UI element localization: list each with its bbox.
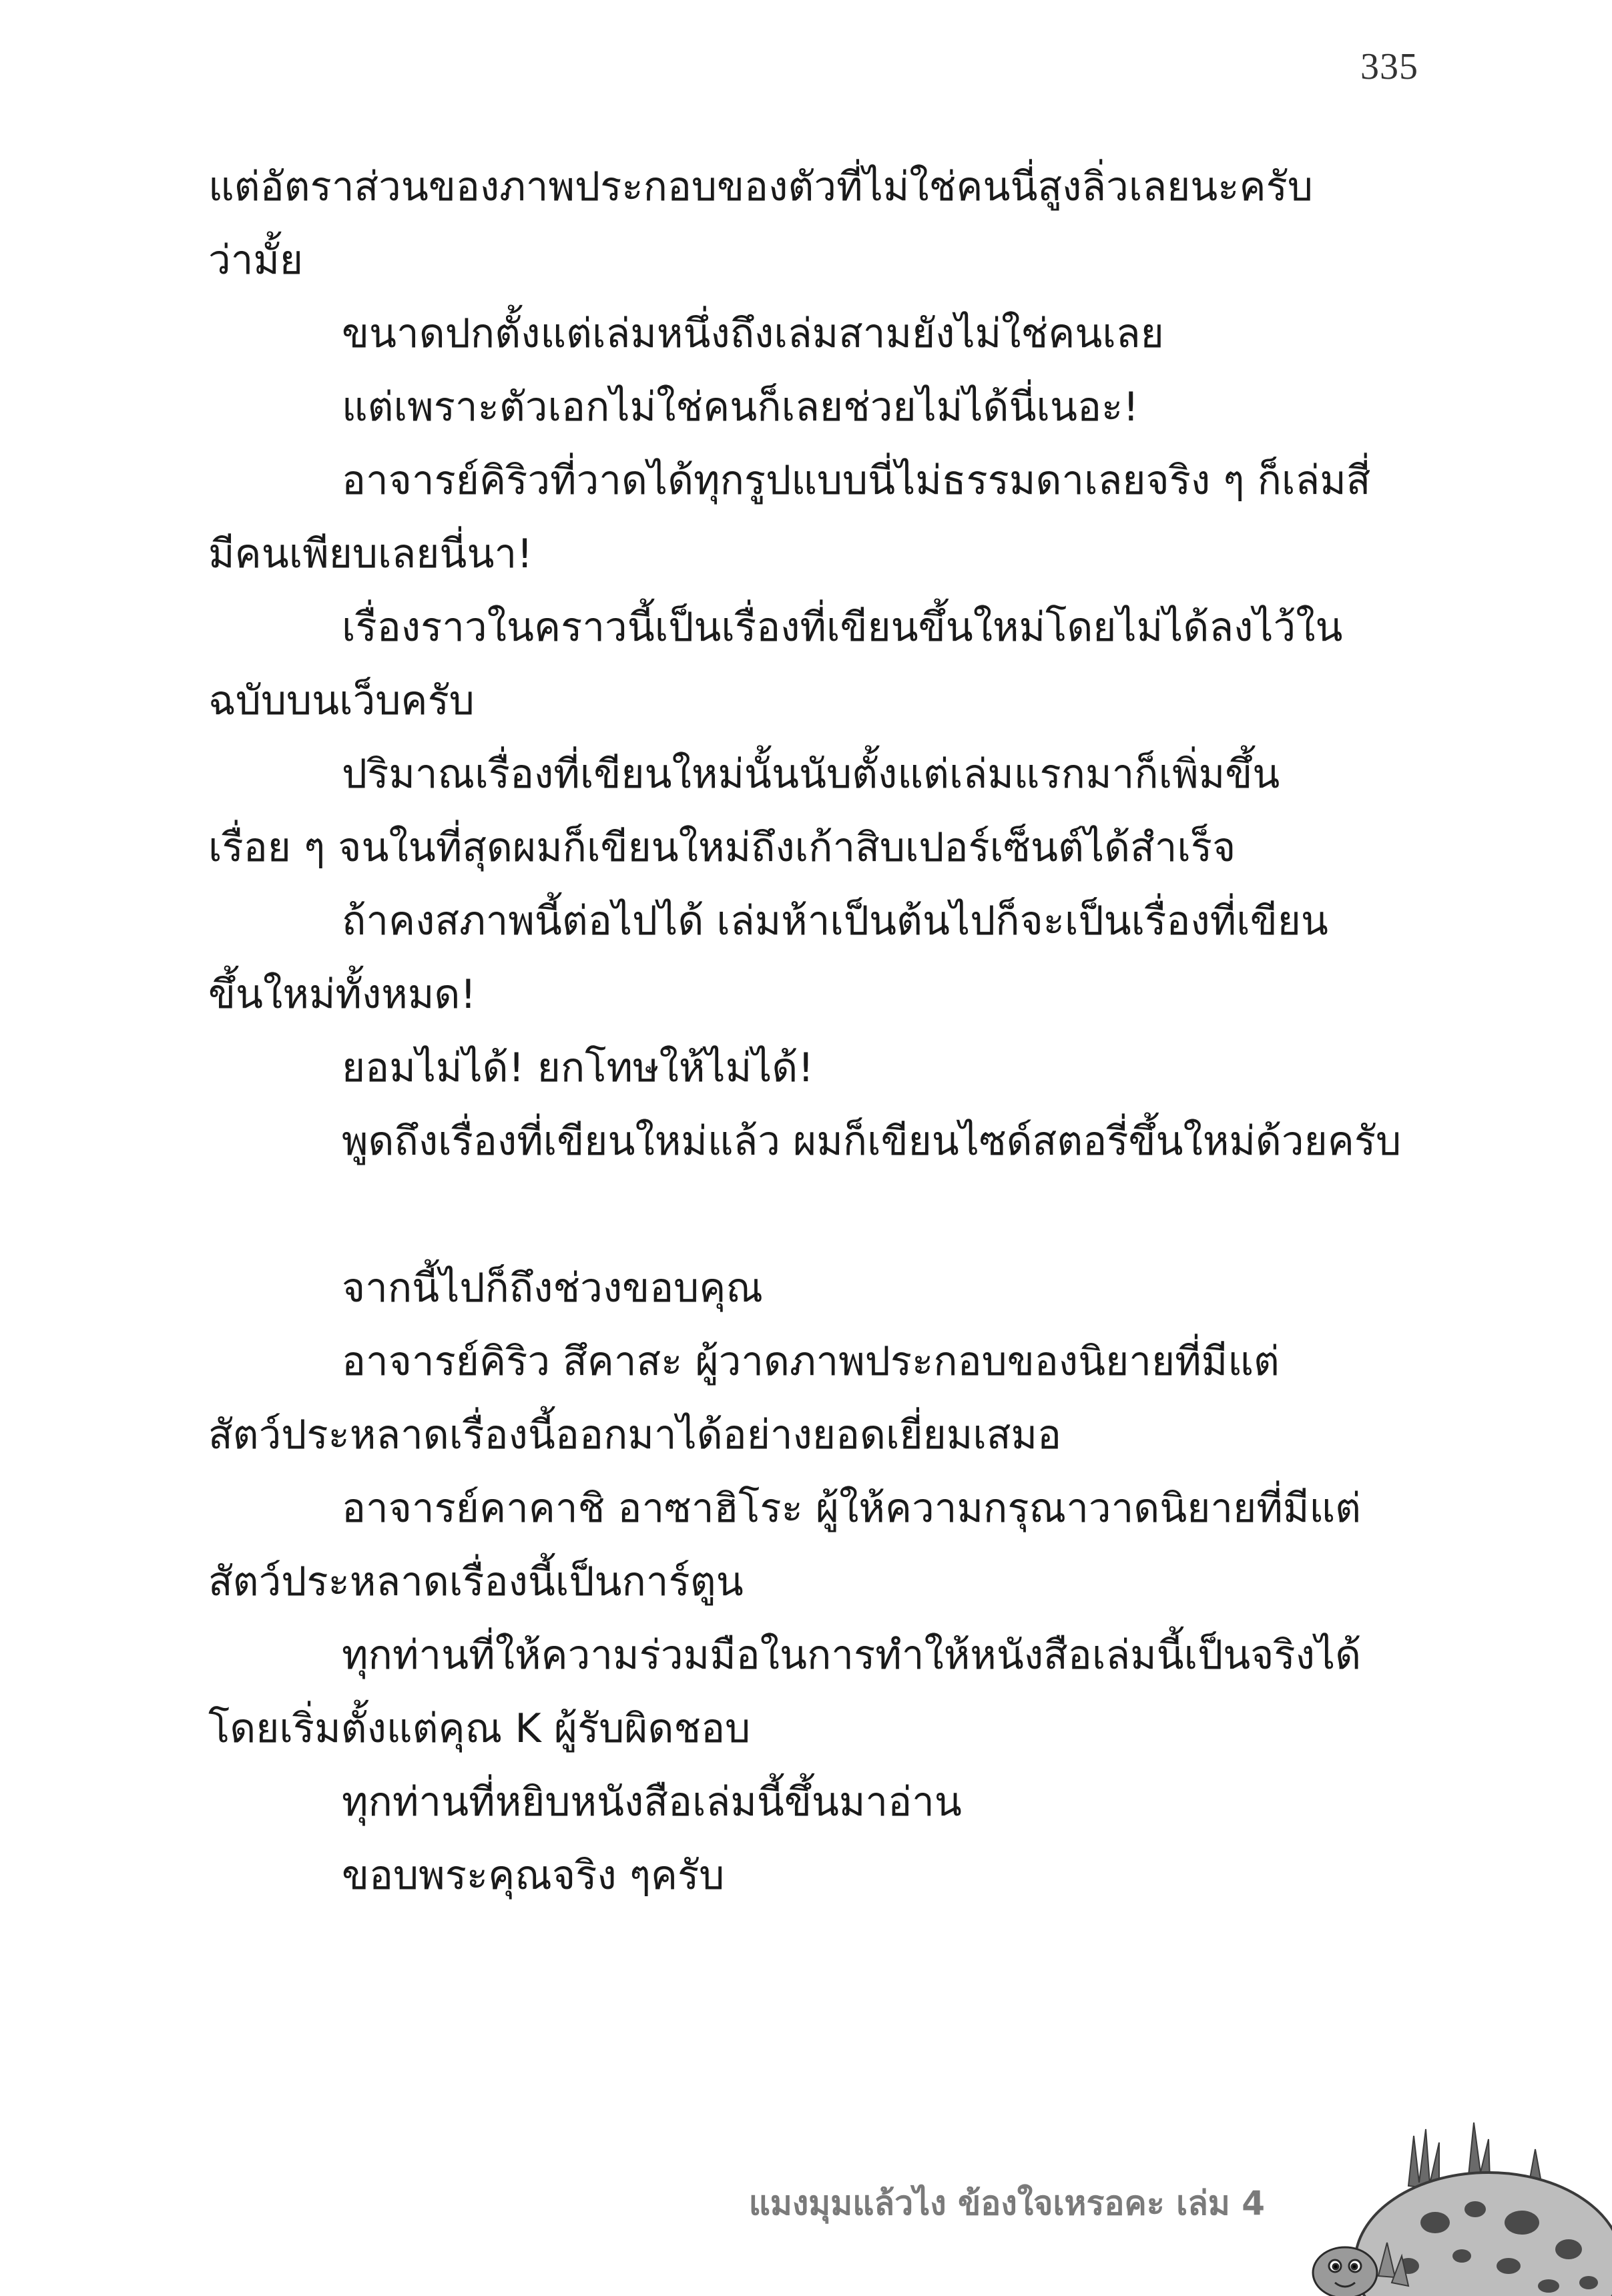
spider-egg-illustration [1308, 2122, 1612, 2296]
text-line: อาจารย์คาคาชิ อาซาฮิโระ ผู้ให้ความกรุณาวาดนิยายที่มีแต่ [342, 1485, 1362, 1532]
footer-book-title: แมงมุมแล้วไง ข้องใจเหรอคะ เล่ม 4 [748, 2184, 1265, 2223]
text-line: มีคนเพียบเลยนี่นา! [208, 531, 533, 577]
text-line: ถ้าคงสภาพนี้ต่อไปได้ เล่มห้าเป็นต้นไปก็จะเป็นเรื่องที่เขียน [342, 898, 1328, 944]
text-line: แต่อัตราส่วนของภาพประกอบของตัวที่ไม่ใช่คนนี่สูงลิ่วเลยนะครับ [208, 164, 1313, 210]
text-line: ขนาดปกตั้งแต่เล่มหนึ่งถึงเล่มสามยังไม่ใช่คนเลย [342, 310, 1164, 357]
text-line: สัตว์ประหลาดเรื่องนี้เป็นการ์ตูน [208, 1558, 744, 1605]
text-line: โดยเริ่มตั้งแต่คุณ K ผู้รับผิดชอบ [208, 1705, 751, 1752]
text-line: เรื่อย ๆ จนในที่สุดผมก็เขียนใหม่ถึงเก้าสิบเปอร์เซ็นต์ได้สำเร็จ [208, 824, 1236, 871]
text-line: สัตว์ประหลาดเรื่องนี้ออกมาได้อย่างยอดเยี่ยมเสมอ [208, 1412, 1062, 1458]
text-line: จากนี้ไปก็ถึงช่วงขอบคุณ [342, 1265, 764, 1312]
text-line: อาจารย์คิริว สึคาสะ ผู้วาดภาพประกอบของนิยายที่มีแต่ [342, 1338, 1280, 1385]
text-line: พูดถึงเรื่องที่เขียนใหม่แล้ว ผมก็เขียนไซด์สตอรี่ขึ้นใหม่ด้วยครับ [342, 1118, 1402, 1165]
text-line: อาจารย์คิริวที่วาดได้ทุกรูปแบบนี่ไม่ธรรมดาเลยจริง ๆ ก็เล่มสี่ [342, 457, 1371, 504]
text-line: ว่ามั้ย [208, 237, 304, 284]
text-line: ทุกท่านที่หยิบหนังสือเล่มนี้ขึ้นมาอ่าน [342, 1779, 962, 1825]
text-line: ทุกท่านที่ให้ความร่วมมือในการทำให้หนังสือเล่มนี้เป็นจริงได้ [342, 1632, 1362, 1679]
text-line: ขอบพระคุณจริง ๆครับ [342, 1852, 725, 1899]
text-line: ยอมไม่ได้! ยกโทษให้ไม่ได้! [342, 1045, 814, 1091]
text-line: ปริมาณเรื่องที่เขียนใหม่นั้นนับตั้งแต่เล่มแรกมาก็เพิ่มขึ้น [342, 751, 1280, 798]
text-line: แต่เพราะตัวเอกไม่ใช่คนก็เลยช่วยไม่ได้นี่เนอะ! [342, 384, 1139, 431]
text-line: ฉบับบนเว็บครับ [208, 677, 475, 724]
text-line: ขึ้นใหม่ทั้งหมด! [208, 971, 477, 1018]
text-line: เรื่องราวในคราวนี้เป็นเรื่องที่เขียนขึ้นใหม่โดยไม่ได้ลงไว้ใน [342, 604, 1343, 651]
page-number: 335 [1360, 46, 1418, 87]
